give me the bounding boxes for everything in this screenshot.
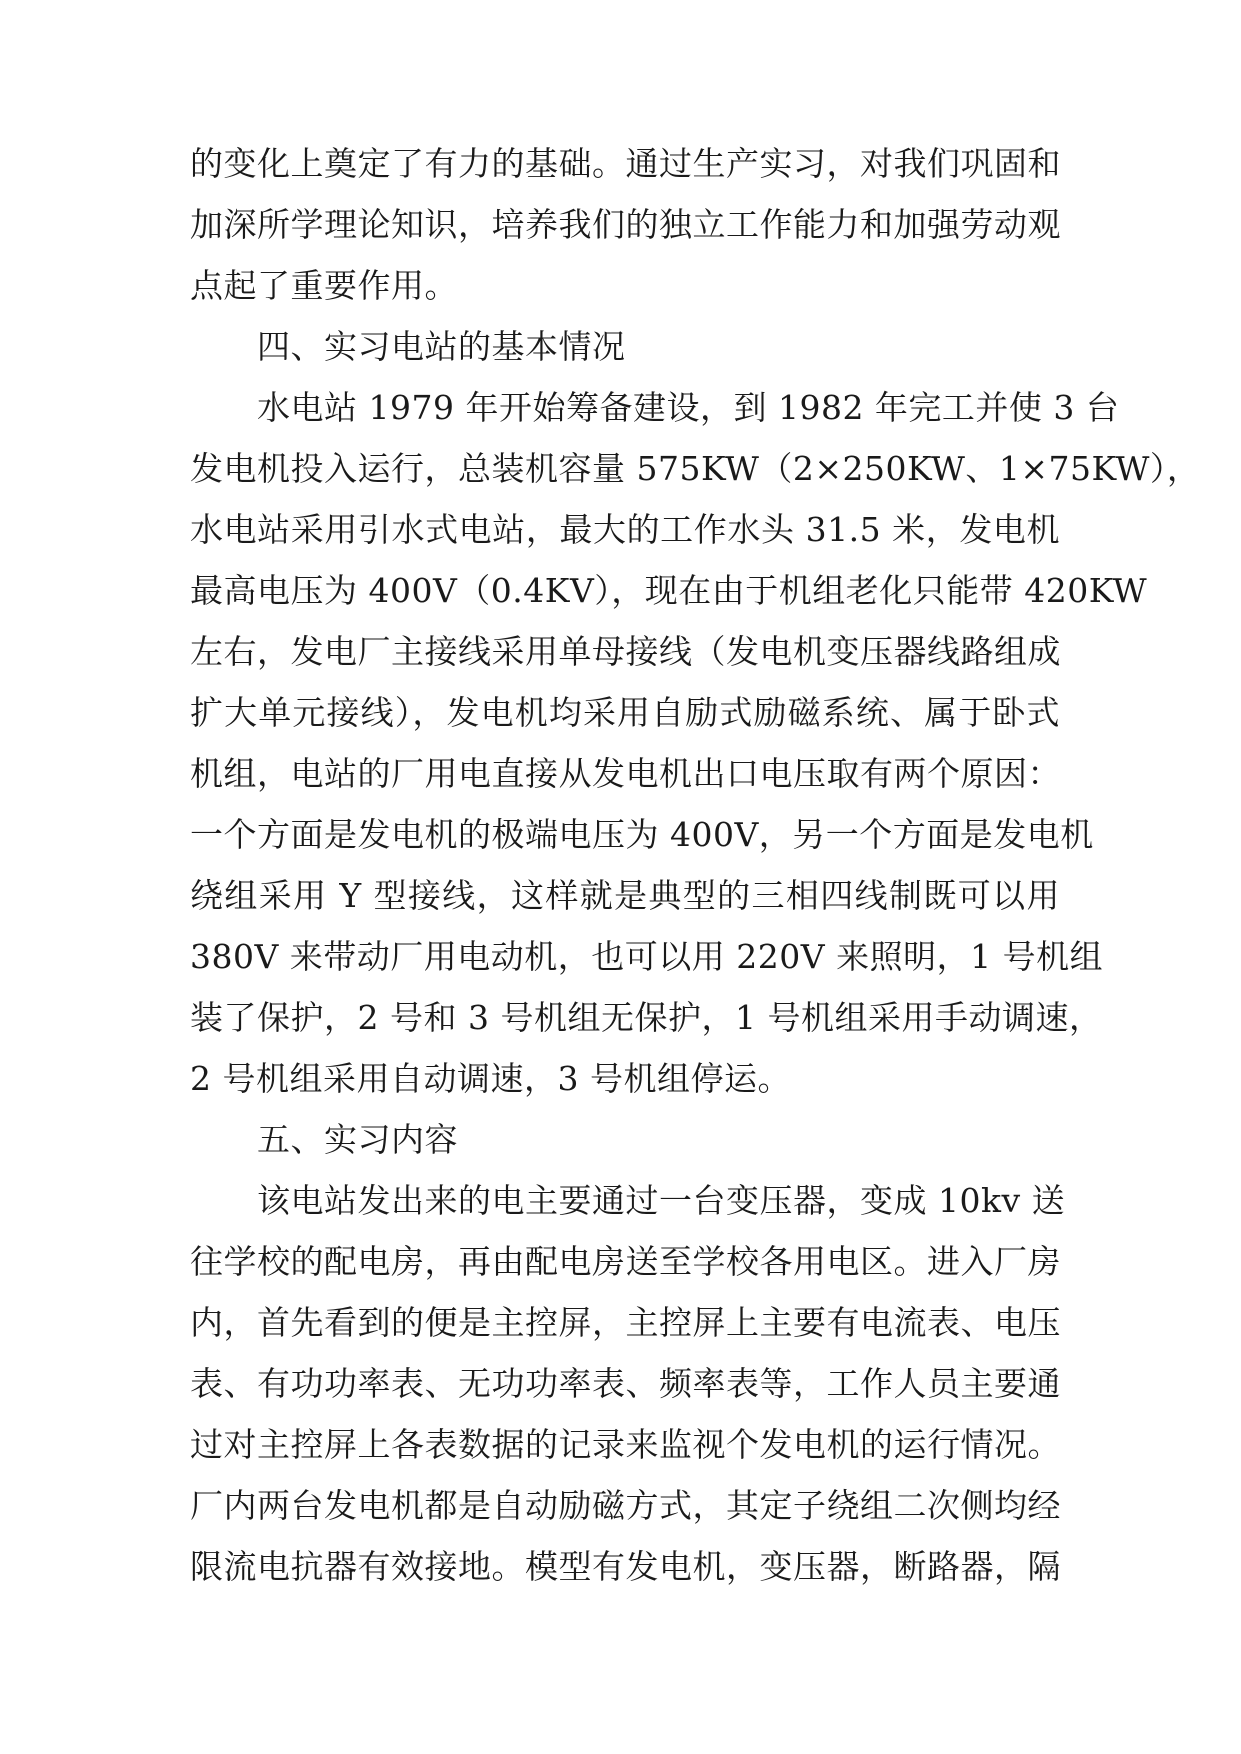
paragraph-line: 水电站 1979 年开始筹备建设，到 1982 年完工并使 3 台 xyxy=(257,388,1120,427)
paragraph-line: 点起了重要作用。 xyxy=(190,266,458,305)
paragraph-line: 左右，发电厂主接线采用单母接线（发电机变压器线路组成 xyxy=(190,632,1061,671)
paragraph-line: 最高电压为 400V（0.4KV），现在由于机组老化只能带 420KW xyxy=(190,571,1148,610)
paragraph-line: 水电站采用引水式电站，最大的工作水头 31.5 米，发电机 xyxy=(190,510,1060,549)
section-heading: 四、实习电站的基本情况 xyxy=(257,327,626,366)
paragraph-line: 扩大单元接线），发电机均采用自励式励磁系统、属于卧式 xyxy=(190,693,1060,732)
paragraph-line: 机组，电站的厂用电直接从发电机出口电压取有两个原因： xyxy=(190,754,1061,793)
paragraph-line: 装了保护，2 号和 3 号机组无保护，1 号机组采用手动调速， xyxy=(190,998,1103,1037)
paragraph-line: 该电站发出来的电主要通过一台变压器，变成 10kv 送 xyxy=(257,1181,1066,1220)
paragraph-line: 2 号机组采用自动调速，3 号机组停运。 xyxy=(190,1059,791,1098)
paragraph-line: 发电机投入运行，总装机容量 575KW（2×250KW、1×75KW）， xyxy=(190,449,1201,488)
paragraph-line: 内，首先看到的便是主控屏，主控屏上主要有电流表、电压 xyxy=(190,1303,1061,1342)
paragraph-line: 的变化上奠定了有力的基础。通过生产实习，对我们巩固和 xyxy=(190,144,1061,183)
paragraph-line: 绕组采用 Y 型接线，这样就是典型的三相四线制既可以用 xyxy=(190,876,1060,915)
paragraph-line: 表、有功功率表、无功功率表、频率表等，工作人员主要通 xyxy=(190,1364,1061,1403)
paragraph-line: 限流电抗器有效接地。模型有发电机，变压器，断路器，隔 xyxy=(190,1547,1061,1586)
paragraph-line: 过对主控屏上各表数据的记录来监视个发电机的运行情况。 xyxy=(190,1425,1061,1464)
paragraph-line: 往学校的配电房，再由配电房送至学校各用电区。进入厂房 xyxy=(190,1242,1061,1281)
paragraph-line: 加深所学理论知识，培养我们的独立工作能力和加强劳动观 xyxy=(190,205,1061,244)
paragraph-line: 厂内两台发电机都是自动励磁方式，其定子绕组二次侧均经 xyxy=(190,1486,1061,1525)
paragraph-line: 380V 来带动厂用电动机，也可以用 220V 来照明，1 号机组 xyxy=(190,937,1104,976)
section-heading: 五、实习内容 xyxy=(257,1120,458,1159)
paragraph-line: 一个方面是发电机的极端电压为 400V，另一个方面是发电机 xyxy=(190,815,1094,854)
